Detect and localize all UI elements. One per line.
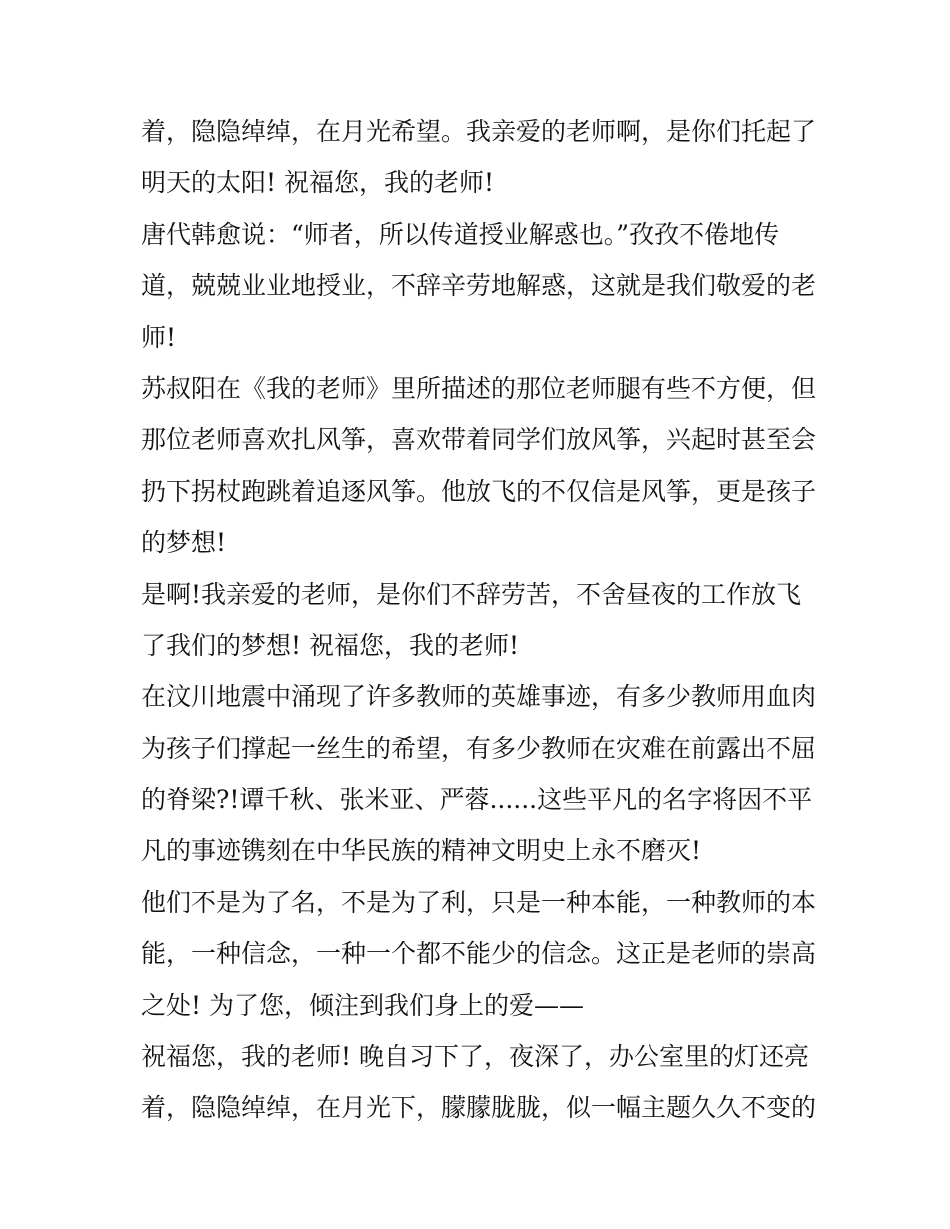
text-line: 是啊!我亲爱的老师，是你们不辞劳苦，不舍昼夜的工作放飞	[141, 579, 802, 609]
text-line: 能，一种信念，一种一个都不能少的信念。这正是老师的崇高	[141, 939, 817, 969]
text-line: 道，兢兢业业地授业，不辞辛劳地解惑，这就是我们敬爱的老	[141, 271, 817, 301]
text-line: 着，隐隐绰绰，在月光下，朦朦胧胧，似一幅主题久久不变的	[141, 1093, 817, 1123]
document-body-text	[141, 106, 816, 1134]
text-line: 的脊梁?!谭千秋、张米亚、严蓉......这些平凡的名字将因不平	[141, 785, 813, 815]
text-line: 着，隐隐绰绰，在月光希望。我亲爱的老师啊，是你们托起了	[141, 117, 817, 146]
text-line: 在汶川地震中涌现了许多教师的英雄事迹，有多少教师用血肉	[141, 682, 817, 712]
text-line: 唐代韩愈说：“师者，所以传道授业解惑也。”孜孜不倦地传	[141, 219, 780, 249]
text-line: 祝福您，我的老师! 晚自习下了，夜深了，办公室里的灯还亮	[141, 1042, 809, 1072]
text-line: 之处! 为了您，倾注到我们身上的爱——	[141, 990, 584, 1020]
text-line: 了我们的梦想! 祝福您，我的老师!	[141, 630, 520, 660]
text-line: 苏叔阳在《我的老师》里所描述的那位老师腿有些不方便，但	[141, 373, 817, 403]
text-line: 明天的太阳! 祝福您，我的老师!	[141, 168, 495, 198]
text-line: 那位老师喜欢扎风筝，喜欢带着同学们放风筝，兴起时甚至会	[141, 425, 817, 455]
text-line: 为孩子们撑起一丝生的希望，有多少教师在灾难在前露出不屈	[141, 733, 817, 763]
text-line: 凡的事迹镌刻在中华民族的精神文明史上永不磨灭!	[141, 836, 702, 866]
text-line: 扔下拐杖跑跳着追逐风筝。他放飞的不仅信是风筝，更是孩子	[141, 476, 817, 506]
text-line: 他们不是为了名，不是为了利，只是一种本能，一种教师的本	[141, 887, 817, 917]
text-line: 的梦想!	[141, 528, 227, 558]
text-line: 师!	[141, 322, 177, 352]
